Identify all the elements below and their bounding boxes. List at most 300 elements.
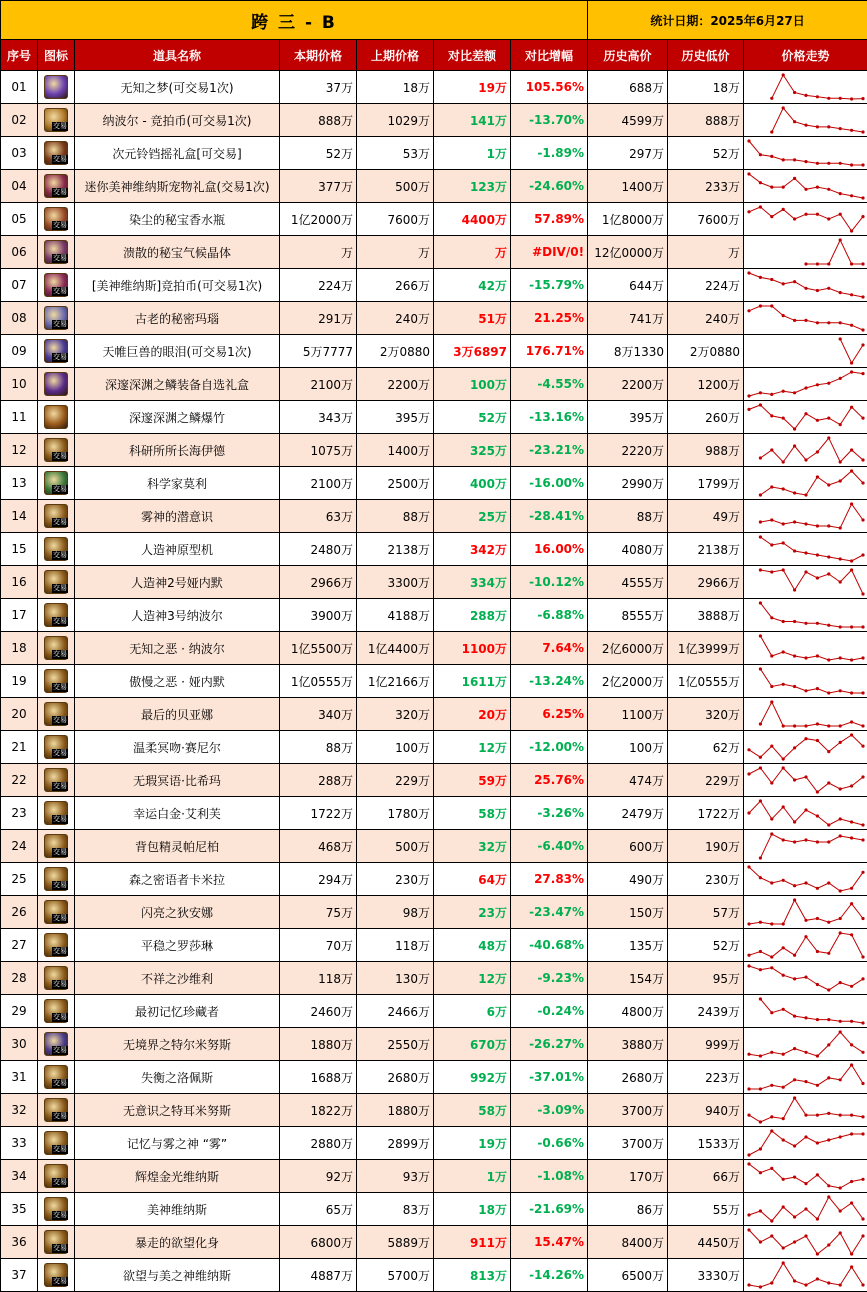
table-row	[1, 1226, 867, 1259]
trend-point	[759, 968, 762, 971]
trend-point	[861, 343, 864, 346]
price-trend-sparkline	[744, 599, 867, 632]
trend-line	[749, 372, 863, 396]
price-difference: 20万	[434, 698, 511, 731]
trend-point	[759, 667, 762, 670]
trend-point	[782, 650, 785, 653]
trend-point	[861, 917, 864, 920]
col-header-icon: 图标	[38, 40, 75, 71]
trend-chart	[744, 929, 867, 961]
col-header-current-price: 本期价格	[280, 40, 357, 71]
trend-point	[759, 1285, 762, 1288]
trend-point	[782, 417, 785, 420]
trend-point	[861, 838, 864, 841]
price-difference: 59万	[434, 764, 511, 797]
table-row	[1, 1127, 867, 1160]
change-percent: -24.60%	[511, 170, 588, 203]
change-percent: -13.16%	[511, 401, 588, 434]
item-icon-cell	[38, 1127, 75, 1160]
trend-point	[770, 448, 773, 451]
trend-point	[861, 1283, 864, 1286]
item-name: 人造神2号娅内默	[75, 566, 280, 599]
history-high: 3880万	[588, 1028, 668, 1061]
history-high: 395万	[588, 401, 668, 434]
trend-point	[850, 406, 853, 409]
tradeable-tag: 交易	[53, 848, 67, 856]
row-number: 28	[1, 962, 38, 995]
history-low: 260万	[668, 401, 744, 434]
price-trend-sparkline	[744, 170, 867, 203]
trend-line	[749, 1098, 863, 1122]
trend-point	[793, 217, 796, 220]
trend-point	[861, 955, 864, 958]
trend-point	[804, 1135, 807, 1138]
change-percent: 15.47%	[511, 1226, 588, 1259]
price-difference: 25万	[434, 500, 511, 533]
trend-point	[747, 922, 750, 925]
trend-point	[793, 954, 796, 957]
trend-point	[839, 97, 842, 100]
trend-point	[770, 1129, 773, 1132]
trend-point	[850, 1132, 853, 1135]
table-row	[1, 731, 867, 764]
previous-price: 4188万	[357, 599, 434, 632]
trend-point	[747, 139, 750, 142]
change-percent: -28.41%	[511, 500, 588, 533]
change-percent: -12.00%	[511, 731, 588, 764]
trend-point	[770, 1011, 773, 1014]
history-low: 4450万	[668, 1226, 744, 1259]
table-row	[1, 467, 867, 500]
trend-line	[749, 1131, 863, 1155]
trend-point	[816, 262, 819, 265]
trend-chart	[744, 1094, 867, 1126]
trend-chart	[744, 1061, 867, 1093]
trend-point	[804, 881, 807, 884]
item-icon-cell	[38, 1160, 75, 1193]
trend-point	[861, 553, 864, 556]
table-row	[1, 929, 867, 962]
trend-point	[782, 1261, 785, 1264]
item-name: 无瑕冥语·比希玛	[75, 764, 280, 797]
history-high: 2990万	[588, 467, 668, 500]
item-name: 森之密语者卡米拉	[75, 863, 280, 896]
current-price: 92万	[280, 1160, 357, 1193]
trend-point	[793, 724, 796, 727]
price-difference: 1611万	[434, 665, 511, 698]
trend-point	[827, 1138, 830, 1141]
card-icon	[44, 1098, 68, 1122]
trend-chart	[744, 797, 867, 829]
price-trend-sparkline	[744, 434, 867, 467]
trend-point	[850, 820, 853, 823]
price-difference: 1万	[434, 137, 511, 170]
trend-point	[816, 1173, 819, 1176]
trend-point	[816, 814, 819, 817]
trend-point	[850, 469, 853, 472]
history-low: 1亿0555万	[668, 665, 744, 698]
trend-point	[827, 417, 830, 420]
price-trend-sparkline	[744, 401, 867, 434]
trend-point	[793, 1176, 796, 1179]
trend-point	[804, 319, 807, 322]
trend-point	[816, 1054, 819, 1057]
row-number: 05	[1, 203, 38, 236]
item-icon-cell	[38, 434, 75, 467]
trend-point	[747, 772, 750, 775]
trend-point	[850, 568, 853, 571]
trend-point	[793, 746, 796, 749]
item-icon-cell	[38, 1094, 75, 1127]
history-high: 1100万	[588, 698, 668, 731]
item-icon-cell	[38, 533, 75, 566]
row-number: 14	[1, 500, 38, 533]
trend-line	[760, 438, 863, 462]
price-trend-sparkline	[744, 797, 867, 830]
trend-point	[861, 823, 864, 826]
trend-point	[816, 1114, 819, 1117]
trend-point	[804, 919, 807, 922]
trend-point	[770, 922, 773, 925]
trend-point	[770, 745, 773, 748]
history-high: 2220万	[588, 434, 668, 467]
trend-point	[850, 720, 853, 723]
venus-coin-icon	[44, 273, 68, 297]
tradeable-tag: 交易	[53, 254, 67, 262]
tradeable-tag: 交易	[53, 947, 67, 955]
change-percent: -37.01%	[511, 1061, 588, 1094]
trend-point	[850, 1063, 853, 1066]
trend-point	[816, 475, 819, 478]
item-name: 美神维纳斯	[75, 1193, 280, 1226]
card-icon	[44, 933, 68, 957]
trend-point	[827, 382, 830, 385]
previous-price: 1400万	[357, 434, 434, 467]
item-name: 纳波尔 - 竞拍币(可交易1次)	[75, 104, 280, 137]
trend-point	[759, 997, 762, 1000]
current-price: 3900万	[280, 599, 357, 632]
trend-point	[804, 808, 807, 811]
trend-point	[770, 1084, 773, 1087]
change-percent: 57.89%	[511, 203, 588, 236]
card-icon	[44, 636, 68, 660]
previous-price: 240万	[357, 302, 434, 335]
price-difference: 19万	[434, 1127, 511, 1160]
trend-point	[839, 1020, 842, 1023]
item-name: 天帷巨兽的眼泪(可交易1次)	[75, 335, 280, 368]
card-icon	[44, 471, 68, 495]
history-high: 2200万	[588, 368, 668, 401]
price-trend-sparkline	[744, 1028, 867, 1061]
trend-point	[804, 551, 807, 554]
trend-point	[850, 262, 853, 265]
item-name: 无知之恶 · 纳波尔	[75, 632, 280, 665]
price-difference: 12万	[434, 962, 511, 995]
row-number: 01	[1, 71, 38, 104]
price-trend-sparkline	[744, 995, 867, 1028]
trend-point	[770, 97, 773, 100]
trend-point	[839, 931, 842, 934]
trend-line	[749, 1065, 863, 1089]
price-trend-sparkline	[744, 830, 867, 863]
trend-point	[827, 483, 830, 486]
price-difference: 813万	[434, 1259, 511, 1292]
trend-point	[804, 386, 807, 389]
trend-line	[749, 306, 863, 330]
trend-point	[804, 458, 807, 461]
trend-point	[747, 172, 750, 175]
card-icon	[44, 603, 68, 627]
tradeable-tag: 交易	[53, 551, 67, 559]
trend-chart	[744, 764, 867, 796]
item-icon-cell	[38, 368, 75, 401]
current-price: 2460万	[280, 995, 357, 1028]
tradeable-tag: 交易	[53, 1277, 67, 1285]
trend-point	[759, 1240, 762, 1243]
item-icon-cell	[38, 896, 75, 929]
item-icon-cell	[38, 1226, 75, 1259]
trend-point	[759, 756, 762, 759]
tradeable-tag: 交易	[53, 155, 67, 163]
tradeable-tag: 交易	[53, 1145, 67, 1153]
history-high: 688万	[588, 71, 668, 104]
current-price: 2966万	[280, 566, 357, 599]
change-percent: -4.55%	[511, 368, 588, 401]
trend-point	[861, 458, 864, 461]
item-name: 傲慢之恶 · 娅内默	[75, 665, 280, 698]
history-high: 4599万	[588, 104, 668, 137]
previous-price: 93万	[357, 1160, 434, 1193]
trend-point	[782, 1008, 785, 1011]
trend-line	[749, 174, 863, 198]
item-name: 深邃深渊之鳞装备自选礼盒	[75, 368, 280, 401]
item-name: 暴走的欲望化身	[75, 1226, 280, 1259]
trend-point	[759, 722, 762, 725]
previous-price: 2200万	[357, 368, 434, 401]
price-trend-sparkline	[744, 302, 867, 335]
price-difference: 48万	[434, 929, 511, 962]
trend-point	[816, 321, 819, 324]
current-price: 63万	[280, 500, 357, 533]
trend-chart	[744, 995, 867, 1027]
trend-chart	[744, 170, 867, 202]
trend-chart	[744, 104, 867, 136]
trend-point	[861, 691, 864, 694]
table-row	[1, 170, 867, 203]
trend-point	[804, 1051, 807, 1054]
previous-price: 2138万	[357, 533, 434, 566]
trend-point	[770, 414, 773, 417]
trend-point	[793, 319, 796, 322]
trend-point	[827, 724, 830, 727]
previous-price: 2680万	[357, 1061, 434, 1094]
trend-point	[804, 412, 807, 415]
trend-line	[760, 570, 863, 594]
row-number: 22	[1, 764, 38, 797]
history-low: 233万	[668, 170, 744, 203]
trend-line	[760, 504, 863, 528]
trend-point	[759, 634, 762, 637]
card-icon	[44, 834, 68, 858]
trend-point	[839, 917, 842, 920]
trend-point	[793, 427, 796, 430]
table-row	[1, 533, 867, 566]
trend-chart	[744, 401, 867, 433]
history-low: 224万	[668, 269, 744, 302]
change-percent: -6.88%	[511, 599, 588, 632]
history-low: 1799万	[668, 467, 744, 500]
price-difference: 12万	[434, 731, 511, 764]
item-icon-cell	[38, 170, 75, 203]
purple-orb-icon	[44, 75, 68, 99]
price-difference: 325万	[434, 434, 511, 467]
history-high: 1亿8000万	[588, 203, 668, 236]
trend-point	[782, 460, 785, 463]
trend-point	[793, 1279, 796, 1282]
card-icon	[44, 768, 68, 792]
trend-point	[850, 1201, 853, 1204]
previous-price: 1亿2166万	[357, 665, 434, 698]
current-price: 1亿0555万	[280, 665, 357, 698]
trend-point	[816, 419, 819, 422]
row-number: 11	[1, 401, 38, 434]
table-row	[1, 764, 867, 797]
history-high: 8400万	[588, 1226, 668, 1259]
tradeable-tag: 交易	[53, 353, 67, 361]
trend-point	[782, 946, 785, 949]
price-difference: 23万	[434, 896, 511, 929]
trend-point	[782, 73, 785, 76]
trend-chart	[744, 533, 867, 565]
item-icon-cell	[38, 269, 75, 302]
trend-point	[747, 271, 750, 274]
price-difference: 3万6897	[434, 335, 511, 368]
price-difference: 141万	[434, 104, 511, 137]
trend-point	[793, 1047, 796, 1050]
trend-point	[747, 1213, 750, 1216]
col-header-difference: 对比差额	[434, 40, 511, 71]
trend-point	[793, 884, 796, 887]
previous-price: 1029万	[357, 104, 434, 137]
col-header-change-percent: 对比增幅	[511, 40, 588, 71]
trend-point	[827, 1112, 830, 1115]
trend-point	[759, 766, 762, 769]
table-row	[1, 797, 867, 830]
item-name: 深邃深渊之鳞爆竹	[75, 401, 280, 434]
table-row	[1, 104, 867, 137]
trend-point	[770, 781, 773, 784]
trend-point	[850, 658, 853, 661]
item-icon-cell	[38, 236, 75, 269]
previous-price: 5700万	[357, 1259, 434, 1292]
history-high: 600万	[588, 830, 668, 863]
trend-point	[770, 1167, 773, 1170]
table-row	[1, 203, 867, 236]
trend-point	[850, 1043, 853, 1046]
trend-line	[760, 636, 863, 660]
trend-point	[816, 950, 819, 953]
history-high: 88万	[588, 500, 668, 533]
price-trend-sparkline	[744, 665, 867, 698]
trend-point	[793, 820, 796, 823]
history-high: 170万	[588, 1160, 668, 1193]
change-percent: -14.26%	[511, 1259, 588, 1292]
trend-point	[827, 97, 830, 100]
trend-point	[759, 520, 762, 523]
history-high: 644万	[588, 269, 668, 302]
tradeable-tag: 交易	[53, 518, 67, 526]
history-low: 2439万	[668, 995, 744, 1028]
price-trend-sparkline	[744, 236, 867, 269]
trend-point	[816, 213, 819, 216]
trend-point	[827, 921, 830, 924]
row-number: 16	[1, 566, 38, 599]
row-number: 36	[1, 1226, 38, 1259]
card-icon	[44, 1164, 68, 1188]
trend-point	[747, 1087, 750, 1090]
current-price: 1688万	[280, 1061, 357, 1094]
change-percent: 7.64%	[511, 632, 588, 665]
item-name: 染尘的秘宝香水瓶	[75, 203, 280, 236]
history-low: 988万	[668, 434, 744, 467]
previous-price: 98万	[357, 896, 434, 929]
trend-point	[861, 977, 864, 980]
trend-chart	[744, 1028, 867, 1060]
trend-point	[827, 555, 830, 558]
previous-price: 18万	[357, 71, 434, 104]
trend-point	[850, 129, 853, 132]
trend-point	[793, 1144, 796, 1147]
trend-chart	[744, 632, 867, 664]
history-high: 12亿0000万	[588, 236, 668, 269]
price-difference: 1万	[434, 1160, 511, 1193]
trend-point	[861, 518, 864, 521]
trend-point	[747, 1162, 750, 1165]
trend-chart	[744, 896, 867, 928]
trend-point	[861, 372, 864, 375]
tradeable-tag: 交易	[53, 881, 67, 889]
trend-point	[850, 502, 853, 505]
card-icon	[44, 735, 68, 759]
trend-point	[793, 177, 796, 180]
history-high: 100万	[588, 731, 668, 764]
current-price: 2880万	[280, 1127, 357, 1160]
history-high: 490万	[588, 863, 668, 896]
trend-point	[793, 91, 796, 94]
col-header-name: 道具名称	[75, 40, 280, 71]
trend-point	[770, 485, 773, 488]
trend-point	[770, 215, 773, 218]
trend-point	[804, 1114, 807, 1117]
trend-point	[759, 535, 762, 538]
trend-point	[839, 1283, 842, 1286]
price-difference: 58万	[434, 797, 511, 830]
trend-point	[827, 1243, 830, 1246]
trend-chart	[744, 962, 867, 994]
trend-point	[839, 656, 842, 659]
history-high: 4080万	[588, 533, 668, 566]
tradeable-tag: 交易	[53, 287, 67, 295]
trend-point	[816, 289, 819, 292]
trend-point	[793, 444, 796, 447]
trend-point	[839, 1030, 842, 1033]
trend-point	[770, 616, 773, 619]
trend-point	[804, 656, 807, 659]
previous-price: 500万	[357, 830, 434, 863]
history-low: 999万	[668, 1028, 744, 1061]
history-low: 1722万	[668, 797, 744, 830]
col-header-no: 序号	[1, 40, 38, 71]
